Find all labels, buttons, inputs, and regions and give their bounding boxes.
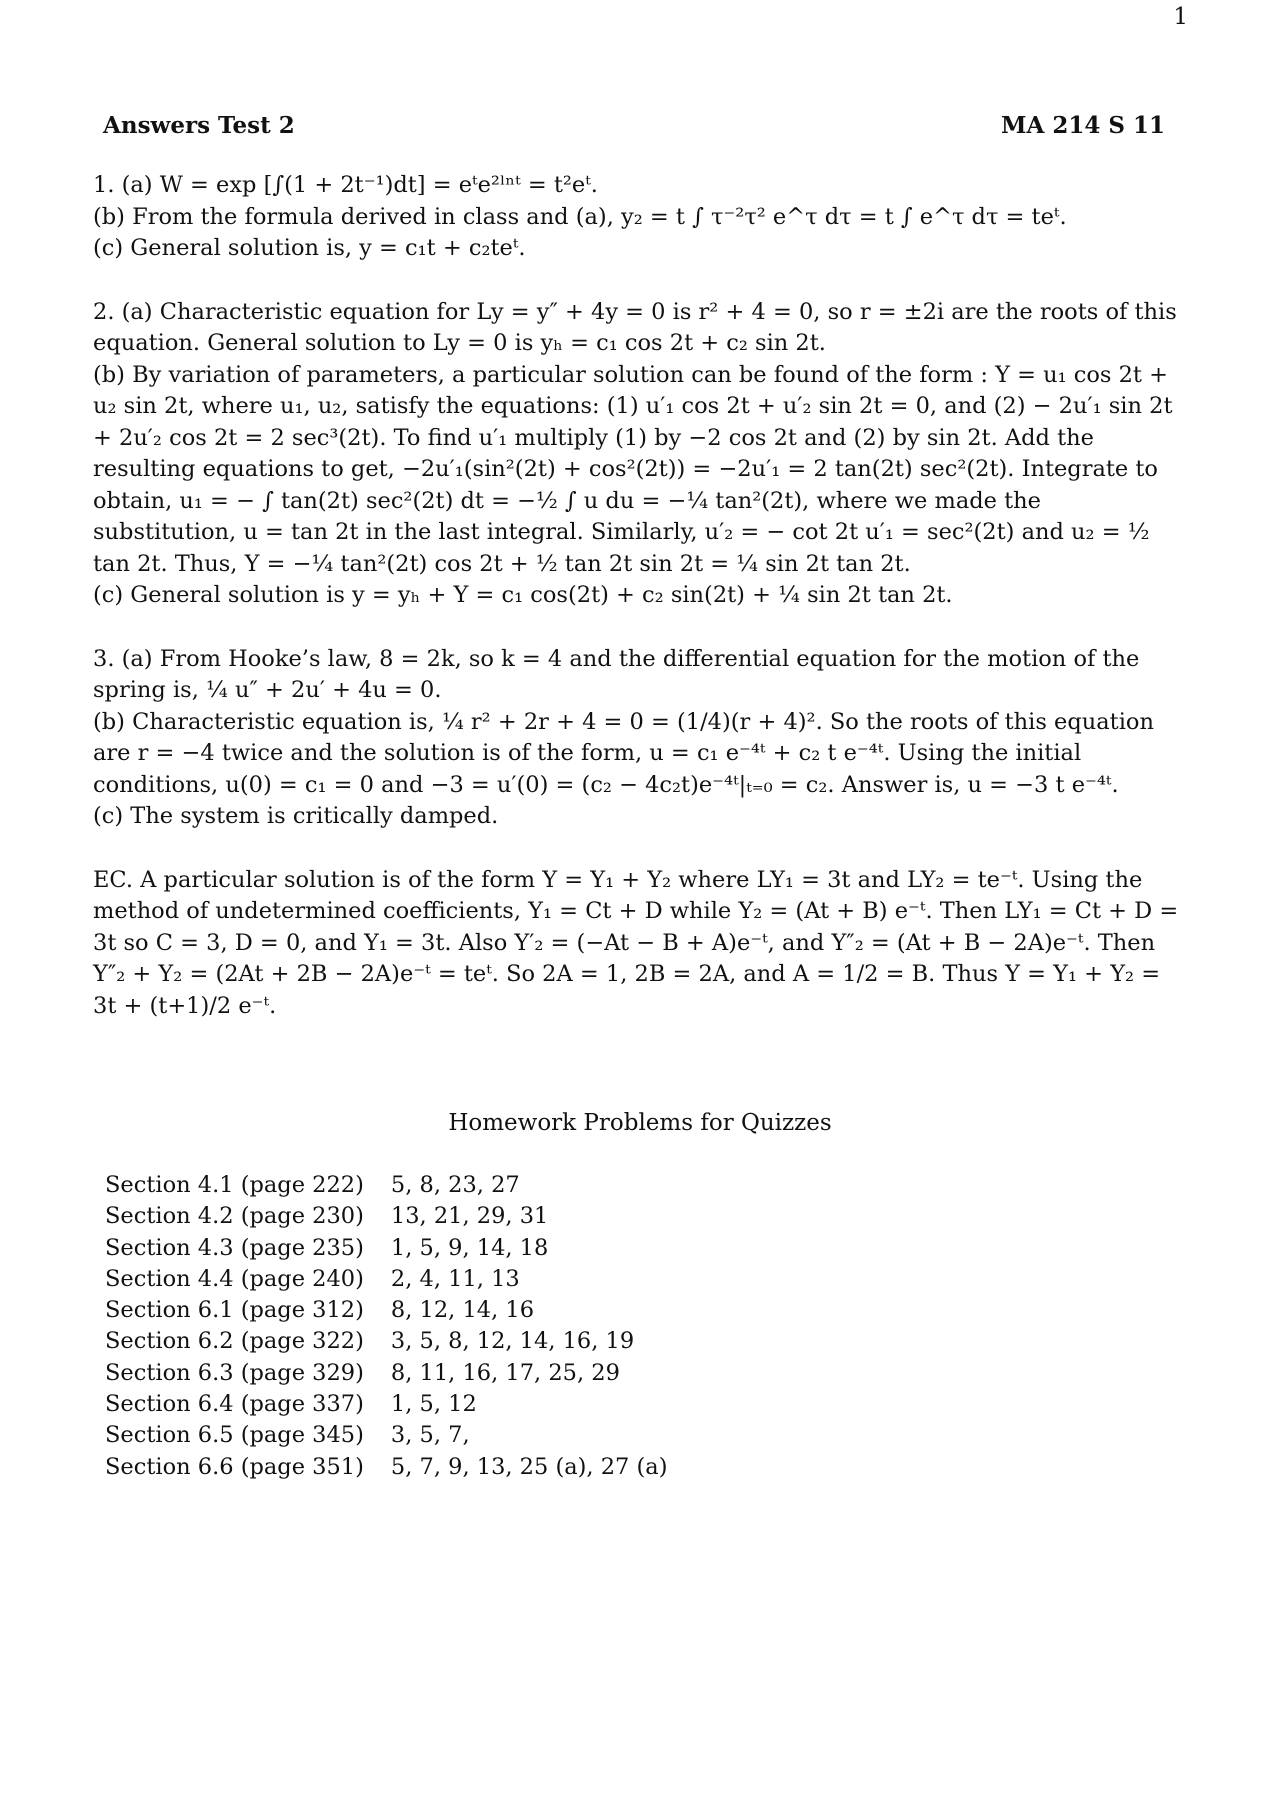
answer-2b: (b) By variation of parameters, a particular solution can be found of the form : Y = u₁ cos 2t + u₂ sin 2t, where u₁, u₂, satisfy the equations: (1) u′₁ cos 2t + u′₂ sin 2t = 0, and (2) − 2u′₁ sin 2t + 2u′₂ cos 2t = 2 sec³(2t). To find u′₁ multiply (1) by −2 cos 2t and (2) by sin 2t. Add the resulting equations to get, −2u′₁(sin²(2t) + cos²(2t)) = −2u′₁ = 2 tan(2t) sec²(2t). Integrate to obtain, u₁ = − ∫ tan(2t) sec²(2t) dt = −½ ∫ u du = −¼ tan²(2t), where we made the substitution, u = tan 2t in the last integral. Similarly, u′₂ = − cot 2t u′₁ = sec²(2t) and u₂ = ½ tan 2t. Thus, Y = −¼ tan²(2t) cos 2t + ½ tan 2t sin 2t = ¼ sin 2t tan 2t. — [93, 361, 1173, 577]
problems-cell: 8, 12, 14, 16 — [390, 1297, 535, 1324]
section-cell: Section 6.2 (page 322) — [105, 1328, 364, 1355]
answer-ec — [93, 865, 1185, 1023]
section-cell: Section 4.4 (page 240) — [105, 1265, 364, 1292]
answer-3c: (c) The system is critically damped. — [93, 803, 499, 829]
section-cell: Section 4.2 (page 230) — [105, 1203, 364, 1230]
answer-1c: (c) General solution is, y = c₁t + c₂teᵗ. — [93, 235, 526, 261]
answer-2 — [93, 297, 1185, 612]
answer-1a: 1. (a) W = exp [∫(1 + 2t⁻¹)dt] = eᵗe²ˡⁿᵗ = t²eᵗ. — [93, 172, 598, 198]
table-row — [105, 1295, 668, 1326]
answer-2c: (c) General solution is y = yₕ + Y = c₁ cos(2t) + c₂ sin(2t) + ¼ sin 2t tan 2t. — [93, 582, 953, 608]
document-title: Answers Test 2 — [103, 112, 295, 139]
table-row — [105, 1233, 668, 1264]
table-row — [105, 1170, 668, 1201]
table-row — [105, 1326, 668, 1357]
table-row — [105, 1452, 668, 1483]
table-row — [105, 1389, 668, 1420]
problems-cell: 8, 11, 16, 17, 25, 29 — [390, 1359, 620, 1386]
problems-cell: 1, 5, 9, 14, 18 — [390, 1234, 549, 1261]
answers-content — [93, 170, 1185, 1022]
answer-3b: (b) Characteristic equation is, ¼ r² + 2r + 4 = 0 = (1/4)(r + 4)². So the roots of this equation are r = −4 twice and the solution is of the form, u = c₁ e⁻⁴ᵗ + c₂ t e⁻⁴ᵗ. Using the initial conditions, u(0) = c₁ = 0 and −3 = u′(0) = (c₂ − 4c₂t)e⁻⁴ᵗ|ₜ₌₀ = c₂. Answer is, u = −3 t e⁻⁴ᵗ. — [93, 708, 1154, 798]
answer-2a: 2. (a) Characteristic equation for Ly = y″ + 4y = 0 is r² + 4 = 0, so r = ±2i are the roots of this equation. General solution to Ly = 0 is yₕ = c₁ cos 2t + c₂ sin 2t. — [93, 298, 1177, 356]
section-cell: Section 6.6 (page 351) — [105, 1453, 364, 1480]
page-number: 1 — [1173, 4, 1188, 30]
answer-3a: 3. (a) From Hooke’s law, 8 = 2k, so k = 4 and the differential equation for the motion of the spring is, ¼ u″ + 2u′ + 4u = 0. — [93, 645, 1140, 703]
course-code: MA 214 S 11 — [1001, 112, 1165, 139]
problems-cell: 2, 4, 11, 13 — [390, 1265, 520, 1292]
section-cell: Section 6.5 (page 345) — [105, 1422, 364, 1449]
table-row — [105, 1201, 668, 1232]
section-cell: Section 6.4 (page 337) — [105, 1391, 364, 1418]
section-cell: Section 4.1 (page 222) — [105, 1172, 364, 1198]
table-row — [105, 1264, 668, 1295]
homework-title: Homework Problems for Quizzes — [448, 1110, 832, 1136]
answer-ec-text: EC. A particular solution is of the form Y = Y₁ + Y₂ where LY₁ = 3t and LY₂ = te⁻ᵗ. Using the method of undetermined coefficients, Y₁ = Ct + D while Y₂ = (At + B) e⁻ᵗ. Then LY₁ = Ct + D = 3t so C = 3, D = 0, and Y₁ = 3t. Also Y′₂ = (−At − B + A)e⁻ᵗ, and Y″₂ = (At + B − 2A)e⁻ᵗ. Then Y″₂ + Y₂ = (2At + 2B − 2A)e⁻ᵗ = teᵗ. So 2A = 1, 2B = 2A, and A = 1/2 = B. Thus Y = Y₁ + Y₂ = 3t + (t+1)/2 e⁻ᵗ. — [93, 866, 1179, 1019]
problems-cell: 5, 8, 23, 27 — [390, 1172, 520, 1198]
document-header — [103, 112, 1165, 139]
problems-cell: 13, 21, 29, 31 — [390, 1203, 549, 1230]
problems-cell: 3, 5, 7, — [390, 1422, 470, 1449]
section-cell: Section 6.1 (page 312) — [105, 1297, 364, 1324]
table-row — [105, 1420, 668, 1451]
section-cell: Section 6.3 (page 329) — [105, 1359, 364, 1386]
homework-table — [105, 1170, 668, 1483]
answer-1b: (b) From the formula derived in class and (a), y₂ = t ∫ τ⁻²τ² e^τ dτ = t ∫ e^τ dτ = teᵗ. — [93, 203, 1067, 230]
problems-cell: 5, 7, 9, 13, 25 (a), 27 (a) — [390, 1453, 668, 1480]
problems-cell: 1, 5, 12 — [390, 1391, 477, 1418]
problems-cell: 3, 5, 8, 12, 14, 16, 19 — [390, 1328, 635, 1355]
table-row — [105, 1358, 668, 1389]
section-cell: Section 4.3 (page 235) — [105, 1234, 364, 1261]
answer-1 — [93, 170, 1185, 265]
answer-3 — [93, 644, 1185, 833]
